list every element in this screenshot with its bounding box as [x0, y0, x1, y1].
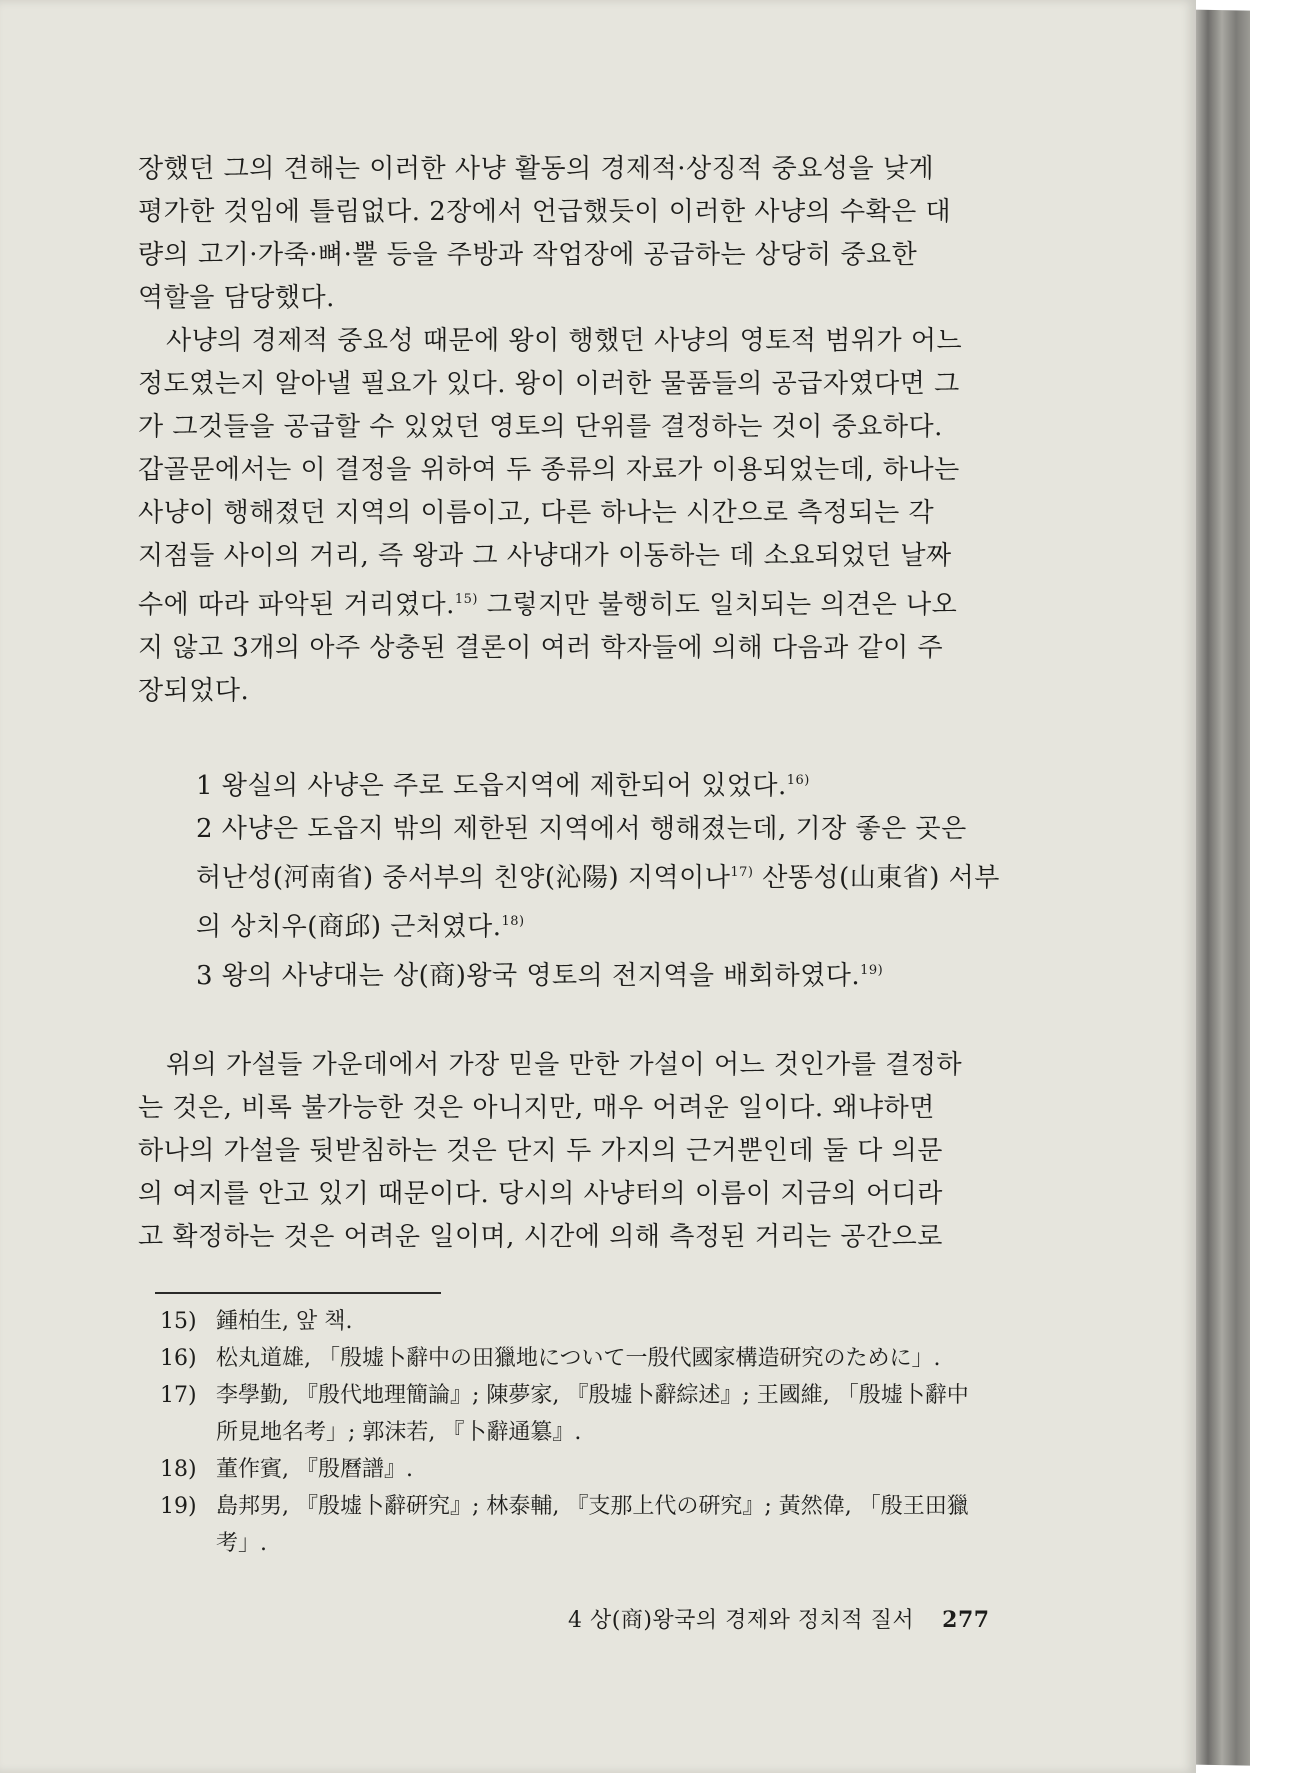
footnote: [160, 1377, 1060, 1414]
footnote: [160, 1303, 1060, 1340]
text-line: 하나의 가설을 뒷받침하는 것은 단지 두 가지의 근거뿐인데 둘 다 의문: [138, 1136, 943, 1166]
text-line: 정도였는지 알아낼 필요가 있다. 왕이 이러한 물품들의 공급자였다면 그: [138, 369, 960, 399]
footnote-text: 李學勤, 『殷代地理簡論』; 陳夢家, 『殷墟卜辭綜述』; 王國維, 「殷墟卜辭中: [216, 1383, 969, 1408]
list-item-2-cont: [196, 851, 1056, 900]
list-item-1: [196, 759, 1056, 808]
footnote-text: 松丸道雄, 「殷墟卜辭中の田獵地について一殷代國家構造研究のために」.: [216, 1346, 941, 1371]
text-line: 지 않고 3개의 아주 상충된 결론이 여러 학자들에 의해 다음과 같이 주: [138, 633, 944, 663]
footnote-number: 18): [160, 1457, 197, 1482]
text-line: 사냥의 경제적 중요성 때문에 왕이 행했던 사냥의 영토적 범위가 어느: [166, 326, 963, 356]
list-item-text: 3 왕의 사냥대는 상(商)왕국 영토의 전지역을 배회하였다.: [196, 961, 861, 991]
footnote-text: 島邦男, 『殷墟卜辭硏究』; 林泰輔, 『支那上代の硏究』; 黃然偉, 「殷王田獵: [216, 1494, 969, 1519]
text-segment: 수에 따라 파악된 거리였다.: [138, 590, 455, 620]
text-line: 평가한 것임에 틀림없다. 2장에서 언급했듯이 이러한 사냥의 수확은 대: [138, 197, 952, 227]
footnote-divider: [155, 1292, 441, 1294]
footnote-number: [160, 1525, 216, 1562]
hypothesis-list: [138, 759, 1056, 998]
paragraph-1: [138, 148, 1056, 320]
list-item-text: 1 왕실의 사냥은 주로 도읍지역에 제한되어 있었다.: [196, 771, 787, 801]
text-line: 갑골문에서는 이 결정을 위하여 두 종류의 자료가 이용되었는데, 하나는: [138, 455, 960, 485]
body-text: [138, 148, 1056, 1259]
footnote: [160, 1488, 1060, 1525]
list-item-text: 허난성(河南省) 중서부의 친양(沁陽) 지역이나: [196, 863, 731, 893]
text-segment: 그렇지만 불행히도 일치되는 의견은 나오: [477, 590, 958, 620]
footnote-ref-15: 15): [454, 592, 478, 607]
text-line: 가 그것들을 공급할 수 있었던 영토의 단위를 결정하는 것이 중요하다.: [138, 412, 943, 442]
footnote-ref-18: 18): [501, 914, 525, 929]
footnote: [160, 1451, 1060, 1488]
paragraph-3: [138, 1044, 1056, 1259]
text-line: 고 확정하는 것은 어려운 일이며, 시간에 의해 측정된 거리는 공간으로: [138, 1222, 943, 1252]
paragraph-2: [138, 320, 1056, 713]
footnote: [160, 1414, 1060, 1451]
text-line: [138, 578, 1056, 627]
footnote: [160, 1525, 1060, 1562]
footnote-ref-17: 17): [730, 865, 754, 880]
footnote-number: [160, 1414, 216, 1451]
footnote-ref-19: 19): [860, 963, 884, 978]
list-item-3: [196, 949, 1056, 998]
list-item-text: 의 상치우(商邱) 근처였다.: [196, 912, 502, 942]
text-line: 는 것은, 비록 불가능한 것은 아니지만, 매우 어려운 일이다. 왜냐하면: [138, 1093, 935, 1123]
footnote-number: 19): [160, 1494, 197, 1519]
footnote-ref-16: 16): [786, 773, 810, 788]
text-line: 장되었다.: [138, 676, 250, 706]
text-line: 사냥이 행해졌던 지역의 이름이고, 다른 하나는 시간으로 측정되는 각: [138, 498, 935, 528]
list-item-2: 2 사냥은 도읍지 밖의 제한된 지역에서 행해졌는데, 기장 좋은 곳은: [196, 814, 967, 844]
footnote-number: 17): [160, 1383, 197, 1408]
footnote-number: 16): [160, 1346, 197, 1371]
list-item-text: 산똥성(山東省) 서부: [753, 863, 1000, 893]
text-line: 지점들 사이의 거리, 즉 왕과 그 사냥대가 이동하는 데 소요되었던 날짜: [138, 541, 952, 571]
footnote-number: 15): [160, 1309, 197, 1334]
text-line: 위의 가설들 가운데에서 가장 믿을 만한 가설이 어느 것인가를 결정하: [166, 1050, 963, 1080]
running-footer: [568, 1603, 1048, 1634]
chapter-title: 4 상(商)왕국의 경제와 정치적 질서: [568, 1608, 915, 1633]
footnote-text: 所見地名考」; 郭沫若, 『卜辭通簒』.: [216, 1420, 582, 1445]
text-line: 량의 고기·가죽·뼈·뿔 등을 주방과 작업장에 공급하는 상당히 중요한: [138, 240, 918, 270]
text-line: 의 여지를 안고 있기 때문이다. 당시의 사냥터의 이름이 지금의 어디라: [138, 1179, 943, 1209]
footnotes: [160, 1303, 1060, 1562]
page-number: 277: [942, 1607, 990, 1633]
text-line: 장했던 그의 견해는 이러한 사냥 활동의 경제적·상징적 중요성을 낮게: [138, 154, 935, 184]
text-line: 역할을 담당했다.: [138, 283, 335, 313]
list-item-2-cont: [196, 900, 1056, 949]
footnote-text: 考」.: [216, 1531, 267, 1556]
footnote: [160, 1340, 1060, 1377]
footnote-text: 鍾柏生, 앞 책.: [216, 1309, 353, 1334]
footnote-text: 董作賓, 『殷曆譜』.: [216, 1457, 413, 1482]
